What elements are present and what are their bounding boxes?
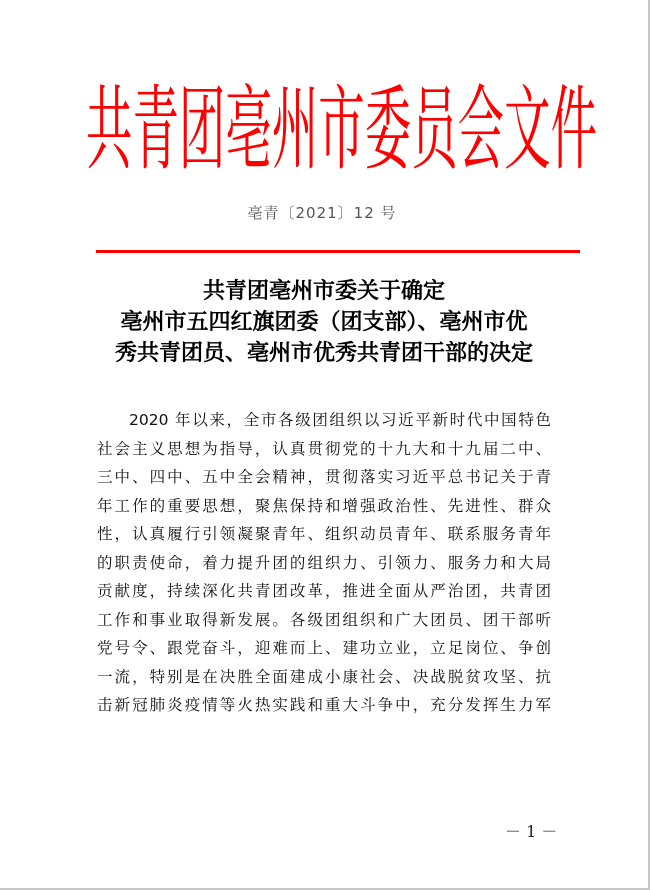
- body-line: 年工作的重要思想，聚焦保持和增强政治性、先进性、群众: [97, 496, 551, 515]
- body-line: 社会主义思想为指导，认真贯彻党的十九大和十九届二中、: [97, 439, 551, 458]
- masthead-text: 共青团亳州市委员会文件: [86, 76, 598, 183]
- body-line: 击新冠肺炎疫情等火热实践和重大斗争中，充分发挥生力军: [97, 696, 551, 714]
- body-line: 三中、四中、五中全会精神，贯彻落实习近平总书记关于青: [97, 468, 551, 486]
- document-number: 亳青〔2021〕12 号: [247, 204, 397, 222]
- masthead-title: [86, 78, 598, 182]
- body-line: 一流，特别是在决胜全面建成小康社会、决战脱贫攻坚、抗: [97, 667, 551, 686]
- heading-line: 秀共青团员、亳州市优秀共青团干部的决定: [114, 340, 533, 366]
- body-line: 工作和事业取得新发展。各级团组织和广大团员、团干部听: [97, 610, 551, 629]
- body-line: 2020 年以来，全市各级团组织以习近平新时代中国特色: [129, 411, 551, 429]
- body-line: 党号令、跟党奋斗，迎难而上、建功立业，立足岗位、争创: [97, 639, 551, 657]
- page-number: － 1 －: [505, 822, 558, 841]
- heading-line: 亳州市五四红旗团委（团支部）、亳州市优: [120, 309, 528, 335]
- heading-line: 共青团亳州市委关于确定: [202, 278, 445, 304]
- document-heading: [90, 276, 558, 369]
- body-line: 的职责使命，着力提升团的组织力、引领力、服务力和大局: [97, 553, 551, 572]
- body-line: 贡献度，持续深化共青团改革，推进全面从严治团，共青团: [97, 582, 551, 600]
- body-line: 性，认真履行引领凝聚青年、组织动员青年、联系服务青年: [97, 525, 551, 543]
- red-separator-line: [96, 250, 580, 253]
- body-paragraph: [97, 406, 551, 720]
